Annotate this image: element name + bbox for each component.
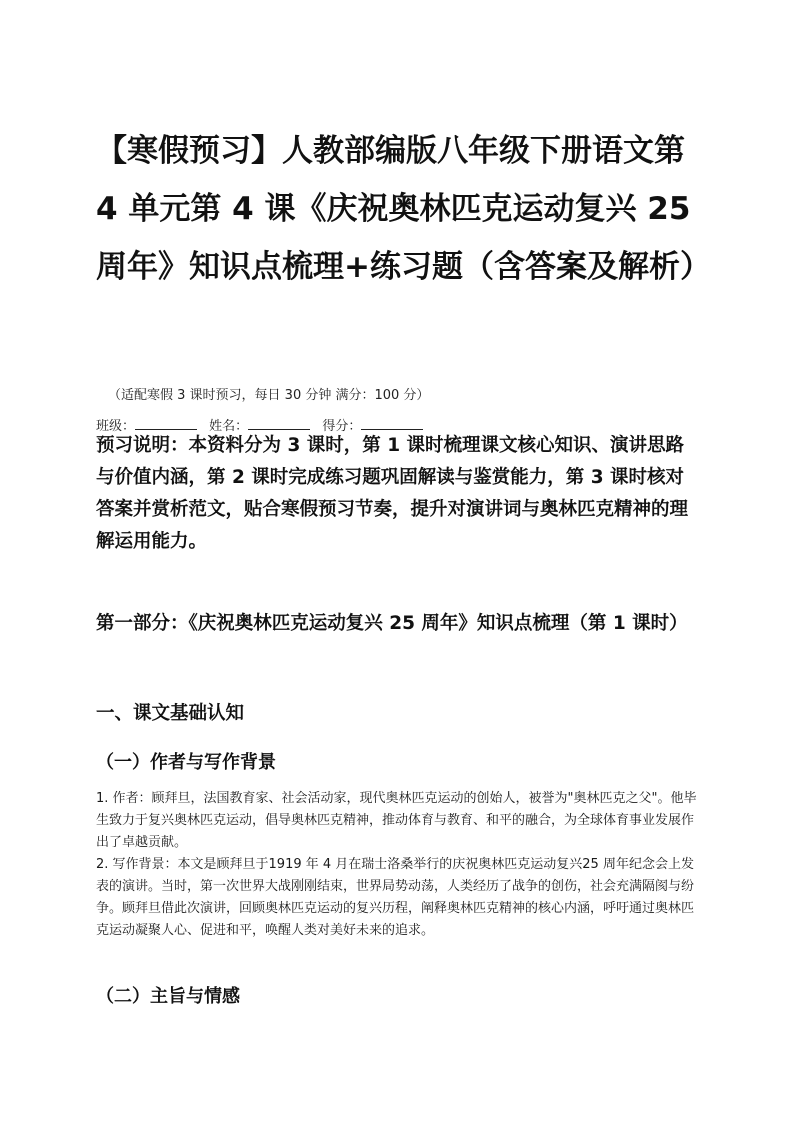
name-blank[interactable] (248, 419, 310, 430)
part-one-heading: 第一部分：《庆祝奥林匹克运动复兴 25 周年》知识点梳理（第 1 课时） (96, 613, 688, 634)
subsection-heading-theme: （二）主旨与情感 (96, 986, 240, 1007)
score-blank[interactable] (361, 419, 423, 430)
score-label: 得分： (322, 419, 362, 434)
document-title: 【寒假预习】人教部编版八年级下册语文第 4 单元第 4 课《庆祝奥林匹克运动复兴 25 周年》知识点梳理+练习题（含答案及解析） (96, 133, 711, 285)
class-blank[interactable] (135, 419, 197, 430)
preview-instructions: 预习说明：本资料分为 3 课时，第 1 课时梳理课文核心知识、演讲思路与价值内涵，第 2 课时完成练习题巩固解读与鉴赏能力，第 3 课时核对答案并赏析范文，贴合寒假预习节奏，提升对演讲词与奥林匹克精神的理解运用能力。 (96, 435, 689, 552)
background-paragraph: 2. 写作背景：本文是顾拜旦于1919 年 4 月在瑞士洛桑举行的庆祝奥林匹克运动复兴25 周年纪念会上发表的演讲。当时，第一次世界大战刚刚结束，世界局势动荡，人类经历了战争的创伤，社会充满隔阂与纷争。顾拜旦借此次演讲，回顾奥林匹克运动的复兴历程，阐释奥林匹克精神的核心内涵，呼吁通过奥林匹克运动凝聚人心、促进和平，唤醒人类对美好未来的追求。 (96, 857, 695, 938)
class-label: 班级： (96, 419, 136, 434)
subsection-heading-author: （一）作者与写作背景 (96, 752, 276, 773)
author-paragraph: 1. 作者：顾拜旦，法国教育家、社会活动家，现代奥林匹克运动的创始人，被誉为"奥林匹克之父"。他毕生致力于复兴奥林匹克运动，倡导奥林匹克精神，推动体育与教育、和平的融合，为全球体育事业发展作出了卓越贡献。 (96, 791, 697, 850)
usage-note: （适配寒假 3 课时预习，每日 30 分钟 满分：100 分） (108, 388, 430, 403)
section-heading: 一、课文基础认知 (96, 703, 245, 724)
name-label: 姓名： (209, 419, 249, 434)
